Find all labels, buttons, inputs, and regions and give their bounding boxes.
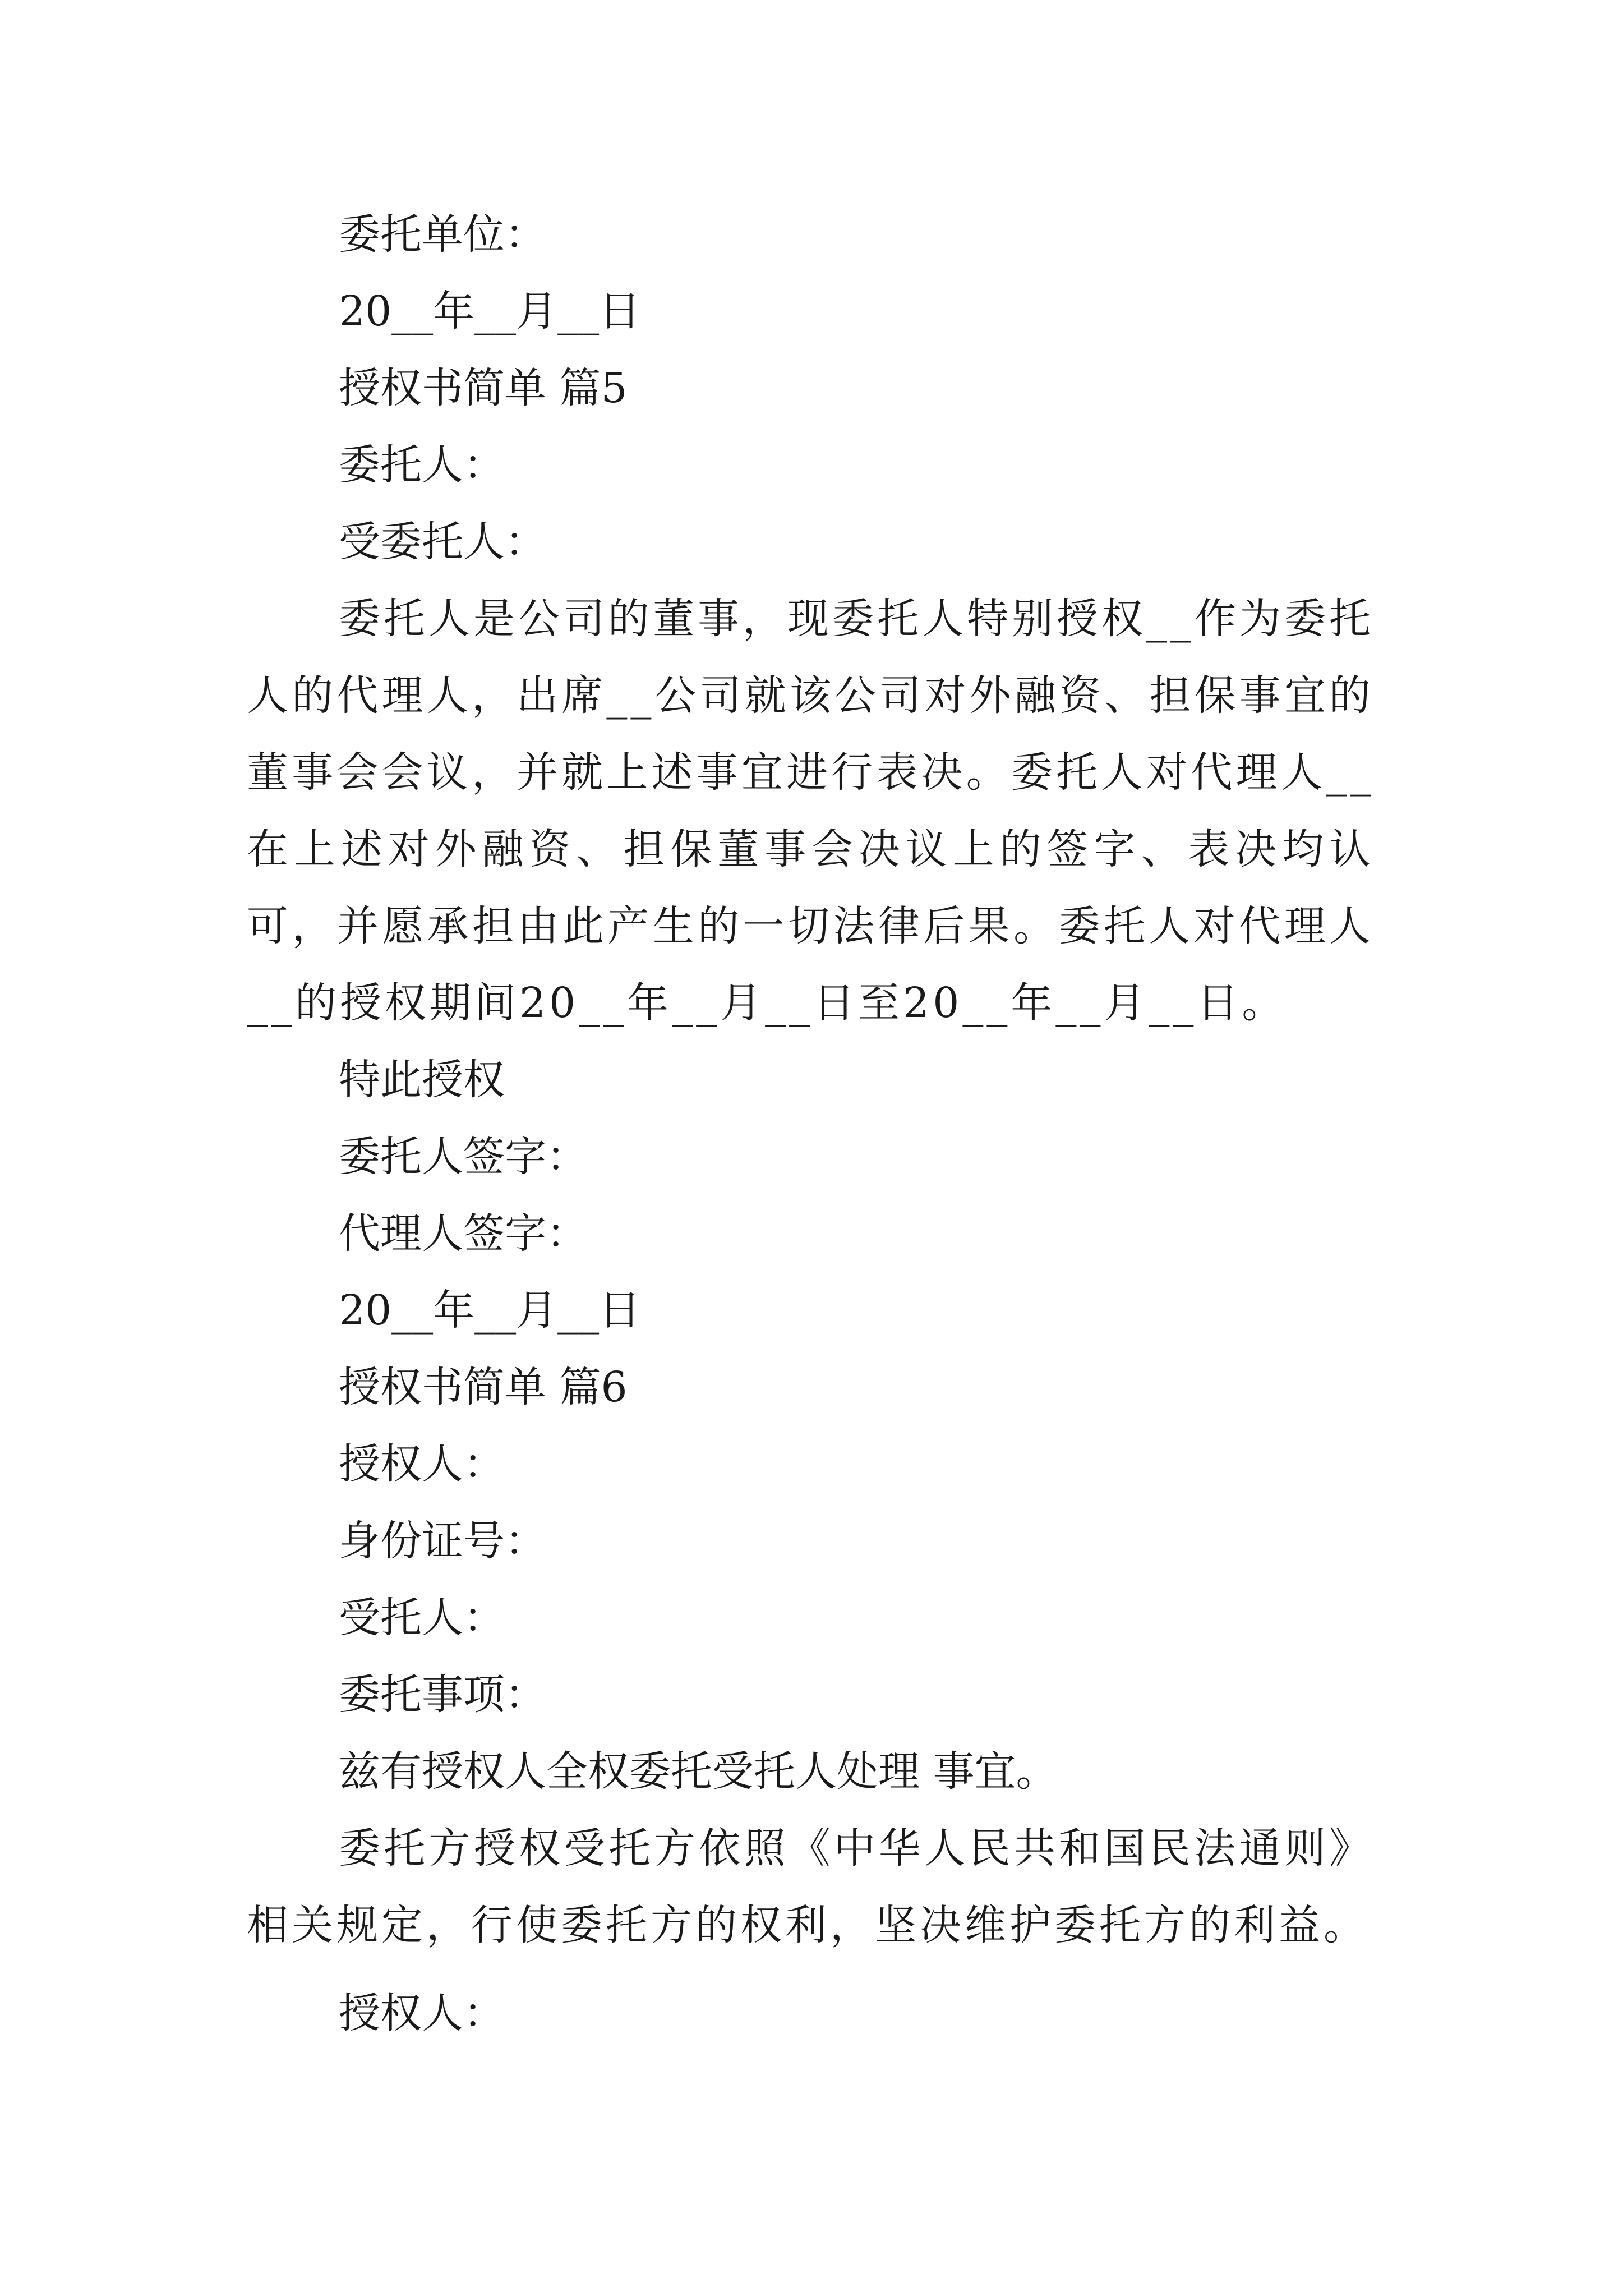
date-line-2: 20__年__月__日 xyxy=(339,1286,641,1335)
entrusting-unit-label: 委托单位： xyxy=(339,210,546,259)
principal-label: 委托人： xyxy=(339,441,505,489)
trustee-label: 受托人： xyxy=(339,1594,505,1642)
date-line: 20__年__月__日 xyxy=(339,287,641,335)
full-authority-statement: 兹有授权人全权委托受托人处理 事宜。 xyxy=(339,1747,1058,1796)
principal-signature-label: 委托人签字： xyxy=(339,1133,588,1181)
authorization-paragraph: 委托人是公司的董事，现委托人特别授权__作为委托人的代理人，出席__公司就该公司对外融资、担保事宜的董事会会议，并就上述事宜进行表决。委托人对代理人__在上述对外融资、担保董事会决议上的签字、表决均认可，并愿承担由此产生的一切法律后果。委托人对代理人__的授权期间20__年__月__日至20__年__月__日。 xyxy=(247,595,1374,1027)
spacer xyxy=(247,1964,1374,1975)
agent-signature-label: 代理人签字： xyxy=(339,1209,588,1258)
agent-label: 受委托人： xyxy=(339,518,546,566)
id-number-label: 身份证号： xyxy=(339,1517,546,1565)
grantor-label: 授权人： xyxy=(339,1440,505,1488)
section-title-5: 授权书简单 篇5 xyxy=(339,364,628,412)
document-body xyxy=(247,196,1374,2052)
legal-basis-paragraph: 委托方授权受托方依照《中华人民共和国民法通则》相关规定，行使委托方的权利，坚决维护委托方的利益。 xyxy=(247,1824,1374,1949)
section-title-6: 授权书简单 篇6 xyxy=(339,1363,628,1411)
matters-label: 委托事项： xyxy=(339,1671,546,1719)
hereby-authorize: 特此授权 xyxy=(339,1056,505,1104)
grantor-signature-label: 授权人： xyxy=(339,1989,505,2037)
